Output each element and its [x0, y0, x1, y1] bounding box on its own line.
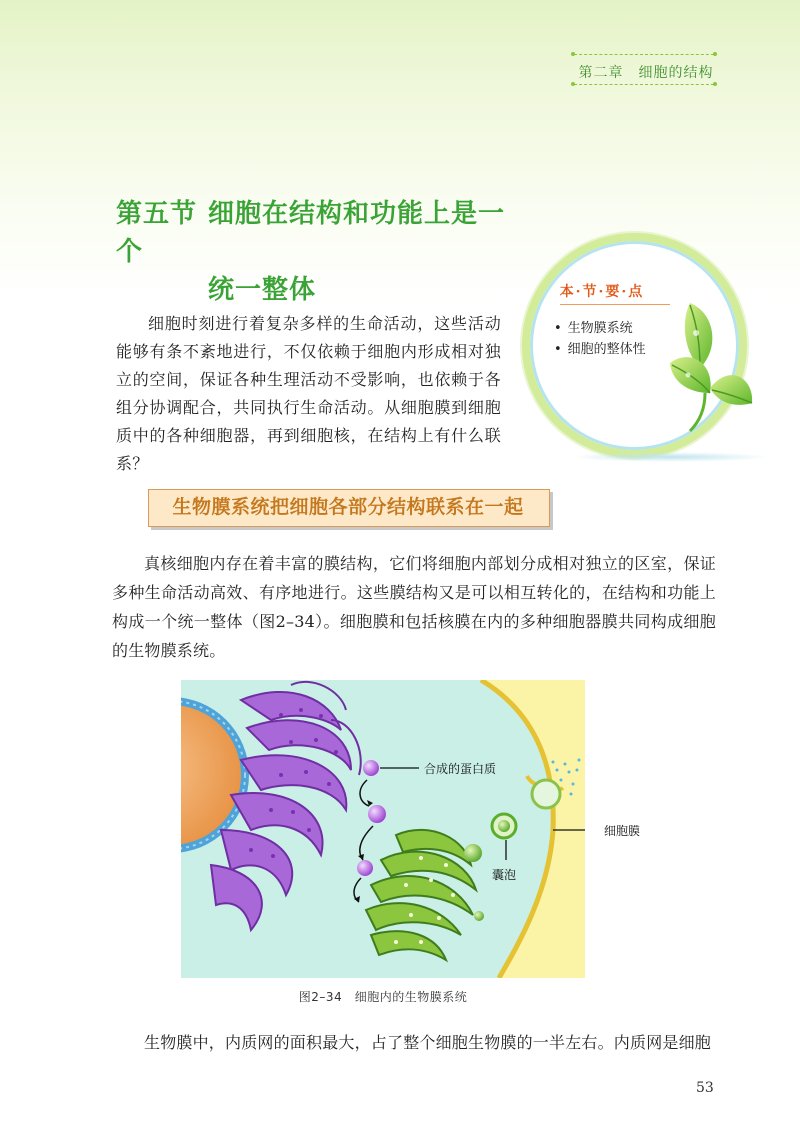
label-cell-membrane: 细胞膜	[604, 824, 641, 838]
key-points-panel	[522, 233, 747, 458]
header-dot	[713, 82, 717, 86]
body-paragraph: 生物膜中，内质网的面积最大，占了整个细胞生物膜的一半左右。内质网是细胞	[144, 1033, 712, 1052]
subheading: 生物膜系统把细胞各部分结构联系在一起	[172, 496, 524, 518]
header-rule-top	[574, 54, 714, 56]
panel-shadow	[570, 452, 770, 462]
running-head: 第二章 细胞的结构	[578, 65, 714, 81]
secreting-vesicle	[532, 780, 560, 808]
protein-vesicle	[363, 760, 379, 776]
section-title-line1: 细胞在结构和功能上是一个	[116, 199, 506, 267]
key-point-item: • 生物膜系统	[554, 317, 633, 336]
transport-vesicle	[368, 805, 386, 823]
section-number: 第五节	[116, 199, 198, 229]
page-number: 53	[696, 1080, 714, 1096]
body-paragraph: 真核细胞内存在着丰富的膜结构，它们将细胞内部划分成相对独立的区室，保证多种生命活动高效、有序地进行。这些膜结构又是可以相互转化的，在结构和功能上构成一个统一整体（图2–34）。细胞膜和包括核膜在内的多种细胞器膜共同构成细胞的生物膜系统。	[112, 554, 716, 660]
leaf-icon	[660, 293, 756, 433]
cell-illustration	[181, 680, 585, 978]
intro-paragraph: 细胞时刻进行着复杂多样的生命活动，这些活动能够有条不紊地进行，不仅依赖于细胞内形成相对独立的空间，保证各种生理活动不受影响，也依赖于各组分协调配合，共同执行生命活动。从细胞膜到细胞质中的各种细胞器，再到细胞核，在结构上有什么联系？	[116, 314, 501, 473]
section-title	[116, 195, 516, 309]
key-points-title: 本·节·要·点	[559, 284, 645, 300]
section-title-line2: 统一整体	[208, 275, 317, 305]
header-dot	[713, 52, 717, 56]
header-rule-bottom	[574, 84, 714, 86]
figure-biomembrane-system	[181, 680, 585, 978]
key-points-underline	[560, 304, 670, 305]
header-dot	[571, 82, 575, 86]
figure-caption: 图2–34 细胞内的生物膜系统	[298, 990, 468, 1004]
key-point-item: • 细胞的整体性	[554, 338, 646, 357]
label-synthesized-protein: 合成的蛋白质	[424, 762, 497, 776]
golgi-vesicle	[464, 844, 482, 862]
transport-vesicle	[357, 860, 373, 876]
label-vesicle: 囊泡	[492, 868, 517, 882]
header-dot	[571, 52, 575, 56]
